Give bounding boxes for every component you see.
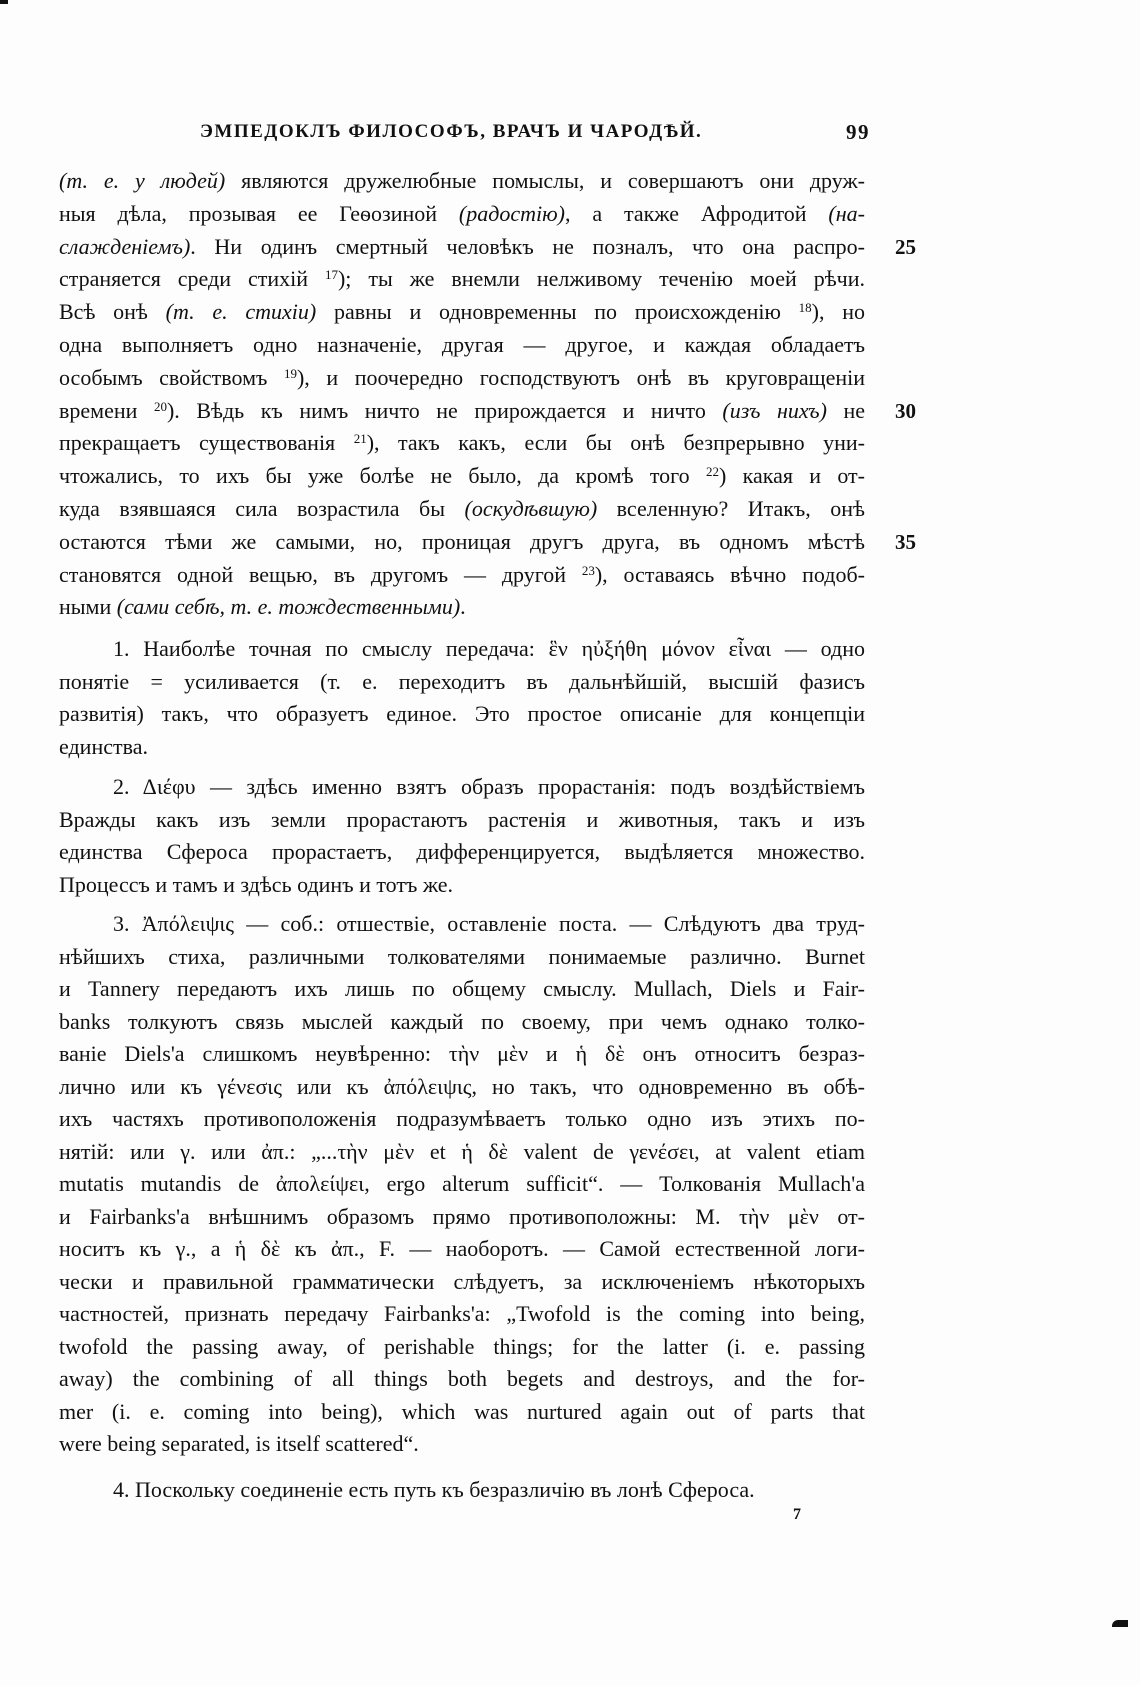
footnote-line: и Tannery передаютъ ихъ лишь по общему смыслу. Mullach, Diels и Fair-: [59, 976, 865, 1001]
text-segment: ныя дѣла, прозывая ее Геѳозиной: [59, 200, 459, 226]
footnote-line: носитъ къ γ., а ἡ δὲ къ ἀπ., F. — наоборотъ. — Самой естественной логи-: [59, 1236, 865, 1261]
text-segment: , а также Афродитой: [564, 200, 829, 226]
line-number: 25: [895, 234, 916, 259]
footnote-1: [59, 633, 865, 763]
text-segment: являются дружелюбные помыслы, и совершаютъ они друж-: [225, 168, 865, 193]
text-segment: равны и одновременны по происхожденію: [316, 299, 799, 325]
text-segment: прекращаетъ существованія: [59, 430, 354, 456]
text-segment: куда взявшаяся сила возрастила бы: [59, 495, 465, 521]
text-segment: (радостію): [458, 200, 565, 226]
footnote-ref: 21: [353, 431, 367, 447]
footnote-line: единства Сфероса прорастаетъ, дифференцируется, выдѣляется множество.: [59, 839, 865, 864]
text-line: [59, 493, 865, 526]
text-segment: (на-: [828, 200, 865, 226]
footnote-ref: 19: [283, 365, 297, 381]
footnote-line: Вражды какъ изъ земли прорастаютъ растенія и животныя, такъ и изъ: [59, 806, 865, 832]
footnote-line: частностей, признать передачу Fairbanks'а: „Twofold is the coming into being,: [59, 1301, 865, 1326]
footnote-3: [59, 908, 865, 1461]
text-segment: (т. е. стихіи): [165, 299, 317, 325]
text-line: [59, 559, 865, 592]
text-line: [59, 296, 865, 329]
text-line: [59, 526, 916, 559]
footnote-line: away) the combining of all things both begets and destroys, and the for-: [59, 1366, 865, 1391]
text-segment: (изъ нихъ): [722, 397, 827, 423]
footnote-line: were being separated, is itself scattered“.: [59, 1431, 419, 1456]
line-number: 30: [895, 398, 916, 423]
text-line: [59, 591, 865, 624]
text-line: [59, 362, 865, 395]
text-segment: времени: [59, 397, 154, 423]
running-title: ЭМПЕДОКЛЪ ФИЛОСОФЪ, ВРАЧЪ И ЧАРОДѢЙ.: [200, 121, 703, 142]
page-number: 99: [846, 120, 870, 144]
text-segment: ). Вѣдь къ нимъ ничто не прирождается и ничто: [166, 397, 723, 423]
text-segment: ), оставаясь вѣчно подоб-: [594, 561, 865, 587]
text-segment: страняется среди стихій: [59, 266, 325, 292]
text-line: [59, 263, 865, 296]
text-segment: . Ни одинъ смертный человѣкъ не позналъ, что она распро-: [190, 233, 865, 259]
text-segment: остаются тѣми же самыми, но, проницая другъ друга, въ одномъ мѣстѣ: [59, 528, 865, 554]
footnote-line: развитія) такъ, что образуетъ единое. Это простое описаніе для концепціи: [59, 701, 865, 726]
footnote-line: Процессъ и тамъ и здѣсь одинъ и тотъ же.: [59, 871, 454, 897]
footnote-line: 4. Поскольку соединеніе есть путь къ безразличію въ лонѣ Сфероса.: [113, 1477, 755, 1502]
text-segment: особымъ свойствомъ: [59, 364, 284, 390]
footnote-2: [59, 771, 865, 901]
footnote-line: понятіе = усиливается (т. е. переходитъ въ дальнѣйшій, высшій фазисъ: [59, 668, 865, 694]
line-number: 35: [895, 529, 916, 554]
footnote-ref: 23: [581, 562, 595, 578]
text-segment: ), но: [811, 299, 866, 325]
text-segment: одна выполняетъ одно назначеніе, другая — другое, и каждая обладаетъ: [59, 331, 865, 357]
text-line: [59, 231, 916, 264]
text-segment: ) какая и от-: [718, 463, 865, 489]
text-segment: Всѣ онѣ: [59, 299, 166, 325]
footnote-4: [59, 1474, 865, 1507]
footnote-line: banks толкуютъ связь мыслей каждый по своему, при чемъ однако толко-: [59, 1008, 865, 1034]
footnote-ref: 20: [153, 398, 167, 414]
text-segment: ными: [59, 594, 117, 620]
text-segment: становятся одной вещью, въ другомъ — другой: [59, 561, 582, 587]
footnote-line: и Fairbanks'а внѣшнимъ образомъ прямо противоположны: М. τὴν μὲν от-: [59, 1203, 865, 1229]
text-line: [59, 427, 865, 460]
footnote-ref: 18: [798, 300, 812, 316]
text-segment: слажденіемъ): [59, 233, 191, 259]
text-segment: ), и поочередно господствуютъ онѣ въ круговращеніи: [296, 364, 866, 390]
footnote-line: нятій: или γ. или ἀπ.: „...τὴν μὲν et ἡ δὲ valent de γενέσει, at valent etiam: [59, 1138, 865, 1164]
footnote-line: 2. Διέφυ — здѣсь именно взятъ образъ прорастанія: подъ воздѣйствіемъ: [113, 774, 865, 799]
footnote-ref: 17: [324, 267, 338, 283]
text-line: [59, 460, 865, 493]
text-segment: (т. е. у людей): [59, 168, 226, 193]
footnote-line: twofold the passing away, of perishable things; for the latter (i. e. passing: [59, 1333, 865, 1359]
text-line: [59, 329, 865, 362]
footnote-line: 3. Ἀπόλειψις — соб.: отшествіе, оставленіе поста. — Слѣдуютъ два труд-: [113, 911, 865, 936]
footnote-line: чески и правильной грамматически слѣдуетъ, за исключеніемъ нѣкоторыхъ: [59, 1268, 865, 1294]
scan-mark: [0, 0, 8, 4]
footnote-line: лично или къ γένεσις или къ ἀπόλειψις, но такъ, что одновременно въ обѣ-: [59, 1073, 865, 1099]
text-segment: (оскудѣвшую): [464, 495, 598, 521]
text-segment: ); ты же внемли нелживому теченію моей рѣчи.: [337, 266, 865, 292]
text-line: [59, 395, 916, 428]
scan-mark: [1112, 1620, 1128, 1627]
text-segment: не: [826, 397, 866, 423]
text-segment: чтожались, то ихъ бы уже болѣе не было, да кромѣ того: [59, 463, 706, 489]
footnote-line: 1. Наиболѣе точная по смыслу передача: ἓν ηὐξήθη μόνον εἶναι — одно: [113, 636, 865, 661]
text-segment: .: [460, 594, 466, 620]
signature-mark: 7: [793, 1506, 801, 1523]
text-segment: (сами себѣ, т. е. тождественными): [116, 594, 461, 620]
footnote-line: ихъ частяхъ противоположенія подразумѣваетъ только одно изъ этихъ по-: [59, 1106, 865, 1131]
footnote-line: нѣйшихъ стиха, различными толкователями понимаемые различно. Burnet: [59, 943, 865, 969]
text-segment: ), такъ какъ, если бы онѣ безпрерывно уни-: [366, 430, 865, 456]
footnote-line: единства.: [59, 733, 148, 759]
main-text: [59, 165, 916, 624]
footnote-line: mutatis mutandis de ἀπολείψει, ergo alterum sufficit“. — Толкованія Mullach'а: [59, 1171, 865, 1196]
text-line: [59, 165, 865, 198]
text-segment: вселенную? Итакъ, онѣ: [597, 495, 865, 521]
text-line: [59, 198, 865, 231]
footnote-line: ваніе Diels'а слишкомъ неувѣренно: τὴν μὲν и ἡ δὲ онъ относитъ безраз-: [59, 1041, 865, 1066]
footnote-ref: 22: [705, 464, 719, 480]
footnote-line: mer (i. e. coming into being), which was nurtured again out of parts that: [59, 1398, 865, 1424]
